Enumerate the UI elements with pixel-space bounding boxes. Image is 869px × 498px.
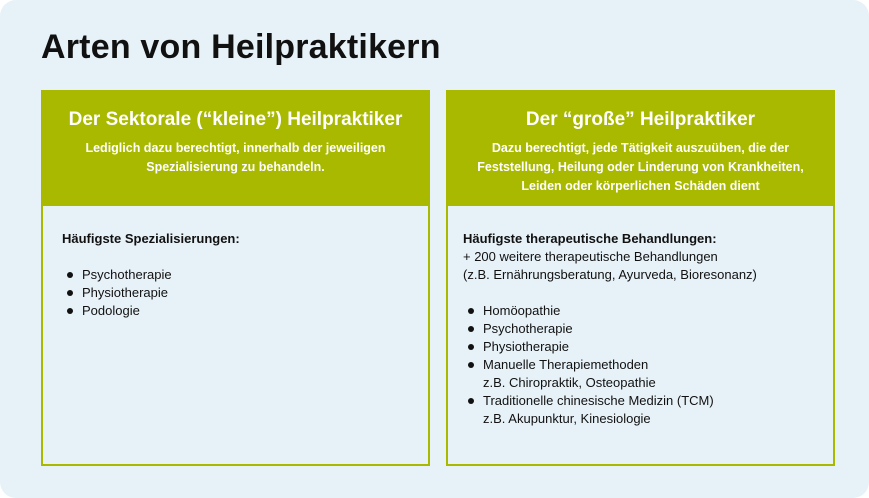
list-item: Psychotherapie — [62, 266, 428, 284]
section-title: Häufigste Spezialisierungen: — [62, 231, 240, 246]
card-heading: Der “große” Heilpraktiker — [525, 109, 756, 130]
card-header — [43, 92, 428, 206]
specializations-list — [62, 266, 428, 320]
card-body — [448, 206, 833, 428]
card-body — [43, 206, 428, 320]
list-item — [463, 356, 833, 392]
page-title: Arten von Heilpraktikern — [41, 28, 441, 66]
card-full-practitioner — [446, 90, 835, 466]
list-item: Physiotherapie — [62, 284, 428, 302]
card-heading: Der Sektorale (“kleine”) Heilpraktiker — [68, 109, 403, 130]
card-description: Dazu berechtigt, jede Tätigkeit auszuüben, die der Feststellung, Heilung oder Linderung von Krankheiten, Leiden oder körperlichen Schäden dient — [477, 141, 804, 193]
list-item — [463, 320, 833, 338]
section-title: Häufigste therapeutische Behandlungen: — [463, 231, 717, 246]
list-item — [463, 338, 833, 356]
list-item — [463, 392, 833, 428]
list-item-label: Psychotherapie — [483, 321, 573, 336]
card-sectoral-practitioner — [41, 90, 430, 466]
list-item-label: Homöopathie — [483, 303, 561, 318]
list-item-label: Traditionelle chinesische Medizin (TCM) — [483, 393, 714, 408]
section-note: + 200 weitere therapeutische Behandlungen — [463, 249, 718, 264]
section-note-examples: (z.B. Ernährungsberatung, Ayurveda, Bioresonanz) — [463, 267, 757, 282]
list-item: Podologie — [62, 302, 428, 320]
list-item — [463, 302, 833, 320]
list-item-example: z.B. Chiropraktik, Osteopathie — [483, 375, 656, 390]
treatments-list — [463, 302, 833, 428]
list-item-example: z.B. Akupunktur, Kinesiologie — [483, 411, 651, 426]
card-header — [448, 92, 833, 206]
card-description: Lediglich dazu berechtigt, innerhalb der jeweiligen Spezialisierung zu behandeln. — [85, 141, 386, 174]
list-item-label: Physiotherapie — [483, 339, 569, 354]
list-item-label: Manuelle Therapiemethoden — [483, 357, 649, 372]
